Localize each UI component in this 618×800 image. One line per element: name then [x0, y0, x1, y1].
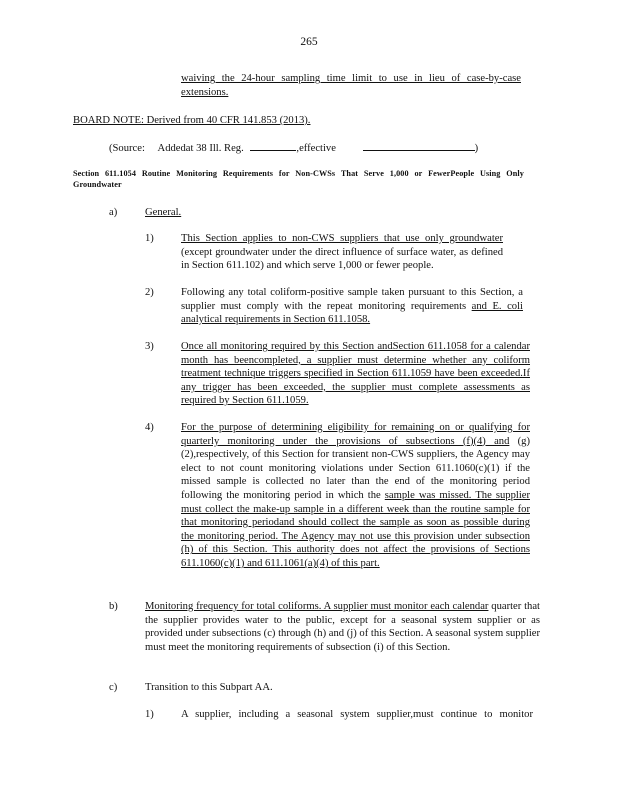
effective-date-blank: [363, 141, 475, 151]
item-a4-text: [181, 421, 530, 571]
subsection-a-label: a): [109, 207, 118, 218]
subsection-c-title: Transition to this Subpart AA.: [145, 682, 273, 693]
source-suffix: ): [474, 143, 479, 154]
item-c1-label: 1): [145, 709, 154, 720]
board-note: BOARD NOTE: Derived from 40 CFR 141.853 (2013).: [73, 115, 311, 126]
item-a3-text: Once all monitoring required by this Section andSection 611.1058 for a calendar month has beencompleted, a supplier must determine whether any coliform treatment technique triggers specified in Section 611.1059 have been exceeded.If any trigger has been exceeded, the supplier must complete assessments as required by Section 611.1059.: [181, 341, 530, 407]
item-a4-part3: sample was missed. The supplier must collect the make-up sample in a different week than the routine sample for that monitoring periodand should collect the sample as soon as possible during the monitoring period. The Agency may not use this provision under subsection (h) of this Section. This authority does not affect the provisions of Sections 611.1060(c)(1) and 611.1061(a)(4) of this part.: [181, 489, 530, 569]
subsection-b-text: [145, 600, 540, 654]
item-a2-plain: Following any total coliform-positive sample taken pursuant to this Section, a supplier must comply with the repeat monitoring requirements: [181, 287, 523, 312]
subsection-a-title: General.: [145, 207, 182, 218]
item-a4-label: 4): [145, 422, 154, 433]
item-a1-text: [181, 232, 503, 273]
item-a2-underlined: and E. coli analytical requirements in Section 611.1058.: [181, 300, 523, 326]
item-a4-part2: (g)(2),respectively, of this Section for transient non-CWS suppliers, the Agency may elect to not count monitoring violations under Section 611.1060(c)(1) if the missed sample is collected no later than the end of the monitoring period following the monitoring period in which the: [181, 435, 530, 501]
subsection-c-label: c): [109, 682, 118, 693]
continuation-paragraph: waiving the 24-hour sampling time limit to use in lieu of case-by-case extensions.: [181, 73, 521, 98]
source-effective: ,effective: [296, 143, 336, 154]
source-text: Addedat 38 Ill. Reg.: [157, 143, 244, 154]
item-a1-label: 1): [145, 233, 154, 244]
item-a1-underlined: This Section applies to non-CWS suppliers that use only groundwater: [181, 233, 503, 244]
subsection-b-label: b): [109, 601, 118, 612]
subsection-b-rest: quarter that the supplier provides water to the public, except for a seasonal system supplier or as provided under subsections (c) through (h) and (j) of this Section. A seasonal system supplier must meet the monitoring requirements of subsection (i) of this Section.: [145, 601, 540, 653]
subsection-b-underlined: Monitoring frequency for total coliforms. A supplier must monitor each calendar: [145, 601, 489, 612]
item-c1-text: A supplier, including a seasonal system supplier,must continue to monitor: [181, 709, 533, 720]
register-blank: [250, 141, 296, 151]
source-prefix: (Source:: [109, 143, 145, 154]
item-a2-text: [181, 286, 523, 327]
item-a3-label: 3): [145, 341, 154, 352]
section-heading: Section 611.1054 Routine Monitoring Requirements for Non-CWSs That Serve 1,000 or FewerPeople Using Only Groundwater: [73, 169, 524, 189]
item-a4-part1: For the purpose of determining eligibility for remaining on or qualifying for quarterly monitoring under the provisions of subsections (f)(4) and: [181, 422, 530, 447]
page-number: 265: [300, 36, 318, 48]
item-a2-label: 2): [145, 287, 154, 298]
source-note: [109, 141, 529, 156]
item-a1-rest: (except groundwater under the direct influence of surface water, as defined in Section 611.102) and which serve 1,000 or fewer people.: [181, 246, 503, 272]
